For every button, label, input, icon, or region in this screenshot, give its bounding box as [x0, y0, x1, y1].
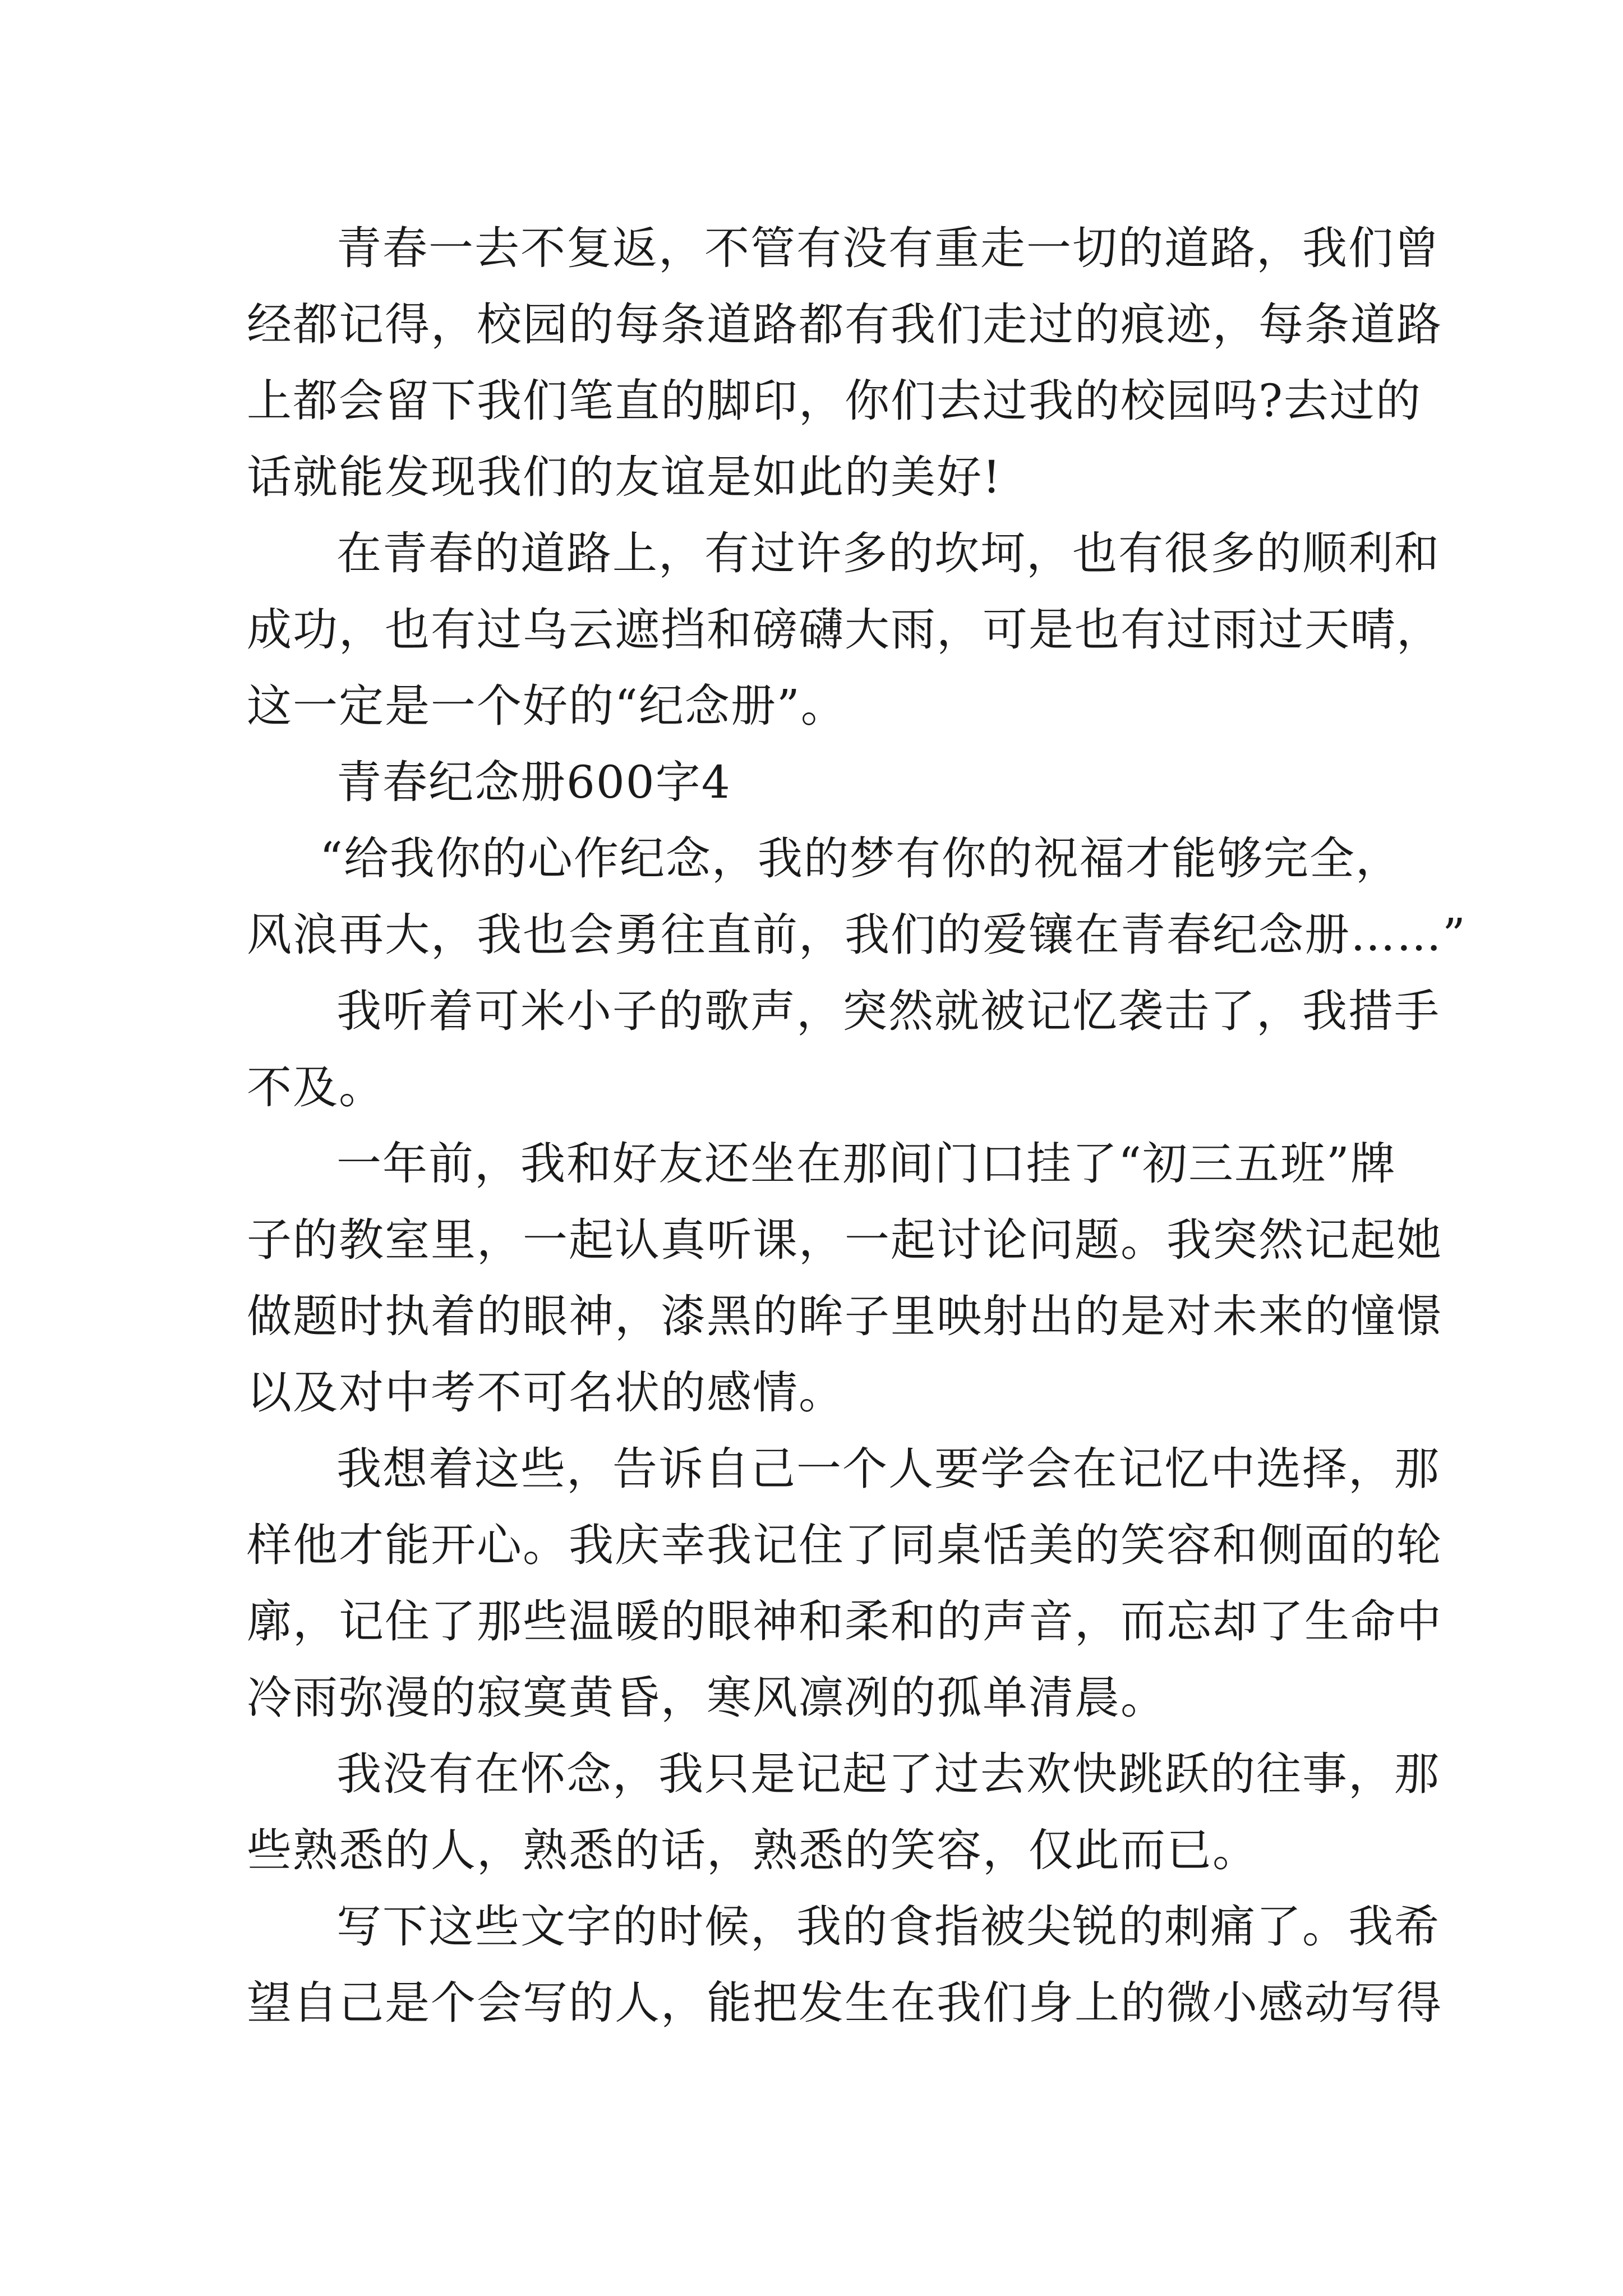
heading-text: 青春纪念册600字4 [336, 756, 731, 808]
text-line: 经都记得，校园的每条道路都有我们走过的痕迹，每条道路 [247, 298, 1442, 351]
text-line: 写下这些文字的时候，我的食指被尖锐的刺痛了。我希 [336, 1901, 1440, 1953]
text-line: 风浪再大，我也会勇往直前，我们的爱镶在青春纪念册……” [247, 909, 1467, 961]
text-line: 我没有在怀念，我只是记起了过去欢快跳跃的往事，那 [336, 1748, 1440, 1800]
paragraph-4 [247, 973, 1440, 1126]
text-line: 子的教室里，一起认真听课，一起讨论问题。我突然记起她 [247, 1214, 1442, 1266]
text-line: 我想着这些，告诉自己一个人要学会在记忆中选择，那 [336, 1443, 1440, 1495]
paragraph-5 [247, 1126, 1442, 1431]
paragraph-8 [247, 1889, 1442, 2041]
section-heading [247, 744, 1402, 821]
paragraph-1 [247, 210, 1442, 516]
text-line: 这一定是一个好的“纪念册”。 [247, 680, 847, 732]
text-line: 话就能发现我们的友谊是如此的美好! [247, 451, 1002, 503]
document-body [247, 210, 1467, 2041]
paragraph-2 [247, 516, 1442, 744]
text-line: 以及对中考不可名状的感情。 [247, 1366, 845, 1419]
text-line: 成功，也有过乌云遮挡和磅礴大雨，可是也有过雨过天晴， [247, 604, 1442, 656]
text-line: 在青春的道路上，有过许多的坎坷，也有很多的顺利和 [336, 527, 1440, 579]
text-line: “给我你的心作纪念，我的梦有你的祝福才能够完全， [320, 832, 1401, 885]
text-line: 冷雨弥漫的寂寞黄昏，寒风凛冽的孤单清晨。 [247, 1672, 1166, 1724]
text-line: 做题时执着的眼神，漆黑的眸子里映射出的是对未来的憧憬 [247, 1290, 1442, 1342]
text-line: 一年前，我和好友还坐在那间门口挂了“初三五班”牌 [336, 1138, 1396, 1190]
text-line: 青春一去不复返，不管有没有重走一切的道路，我们曾 [336, 222, 1440, 274]
text-line: 样他才能开心。我庆幸我记住了同桌恬美的笑容和侧面的轮 [247, 1519, 1442, 1571]
text-line: 望自己是个会写的人，能把发生在我们身上的微小感动写得 [247, 1977, 1442, 2029]
text-line: 上都会留下我们笔直的脚印，你们去过我的校园吗?去过的 [247, 375, 1422, 427]
text-line: 廓，记住了那些温暖的眼神和柔和的声音，而忘却了生命中 [247, 1595, 1442, 1648]
text-line: 些熟悉的人，熟悉的话，熟悉的笑容，仅此而已。 [247, 1824, 1258, 1876]
text-line: 我听着可米小子的歌声，突然就被记忆袭击了，我措手 [336, 985, 1440, 1037]
paragraph-7 [247, 1736, 1440, 1889]
paragraph-6 [247, 1431, 1442, 1736]
paragraph-3 [247, 821, 1467, 973]
text-line: 不及。 [247, 1061, 385, 1114]
